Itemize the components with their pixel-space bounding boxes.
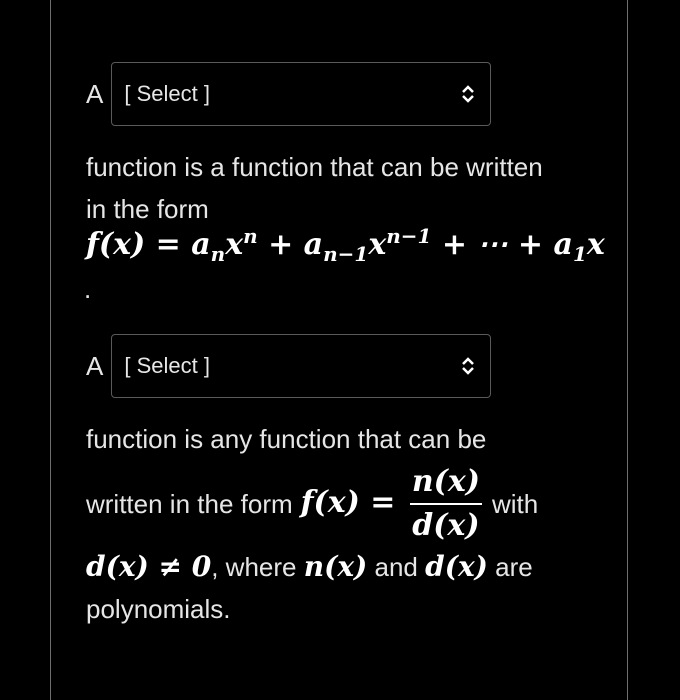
polynomial-formula: $f(x) = a_nx^n + a_{n-1}x^{n-1}$ + ⋯ + $a_1x$ bbox=[86, 224, 605, 266]
select-row-1 bbox=[86, 62, 491, 126]
prefix-2: A bbox=[86, 350, 104, 381]
denominator: d(x) bbox=[412, 508, 480, 543]
description-2-line-2 bbox=[86, 466, 606, 542]
text-and: and bbox=[374, 552, 418, 582]
description-2-line-3 bbox=[86, 546, 606, 588]
function-type-select-2[interactable] bbox=[111, 334, 491, 398]
text-written-in-form: written in the form bbox=[86, 489, 293, 519]
select-1-label: [ Select ] bbox=[124, 81, 210, 106]
text-where: , where bbox=[211, 552, 297, 582]
up-down-chevron-icon bbox=[460, 83, 476, 105]
rational-formula: f(x) = $\frac{n(x)}{d(x)}$ bbox=[301, 461, 486, 547]
description-2 bbox=[86, 418, 606, 630]
function-type-select-1[interactable] bbox=[111, 62, 491, 126]
description-1-line-2: in the form bbox=[86, 194, 209, 224]
prefix-1: A bbox=[86, 78, 104, 109]
trailing-period: . bbox=[84, 274, 92, 304]
description-2-line-4: polynomials. bbox=[86, 594, 231, 624]
description-1 bbox=[86, 146, 606, 230]
up-down-chevron-icon bbox=[460, 355, 476, 377]
denominator-expr: d(x) bbox=[425, 550, 488, 583]
select-2-label: [ Select ] bbox=[124, 353, 210, 378]
description-1-line-1: function is a function that can be written bbox=[86, 152, 543, 182]
denominator-nonzero: d(x) ≠ 0 bbox=[86, 550, 212, 583]
select-row-2 bbox=[86, 334, 491, 398]
numerator: n(x) bbox=[410, 461, 482, 505]
fraction bbox=[410, 461, 482, 547]
description-2-line-1: function is any function that can be bbox=[86, 424, 487, 454]
text-are: are bbox=[495, 552, 533, 582]
numerator-expr: n(x) bbox=[303, 550, 368, 583]
text-with: with bbox=[491, 489, 539, 519]
